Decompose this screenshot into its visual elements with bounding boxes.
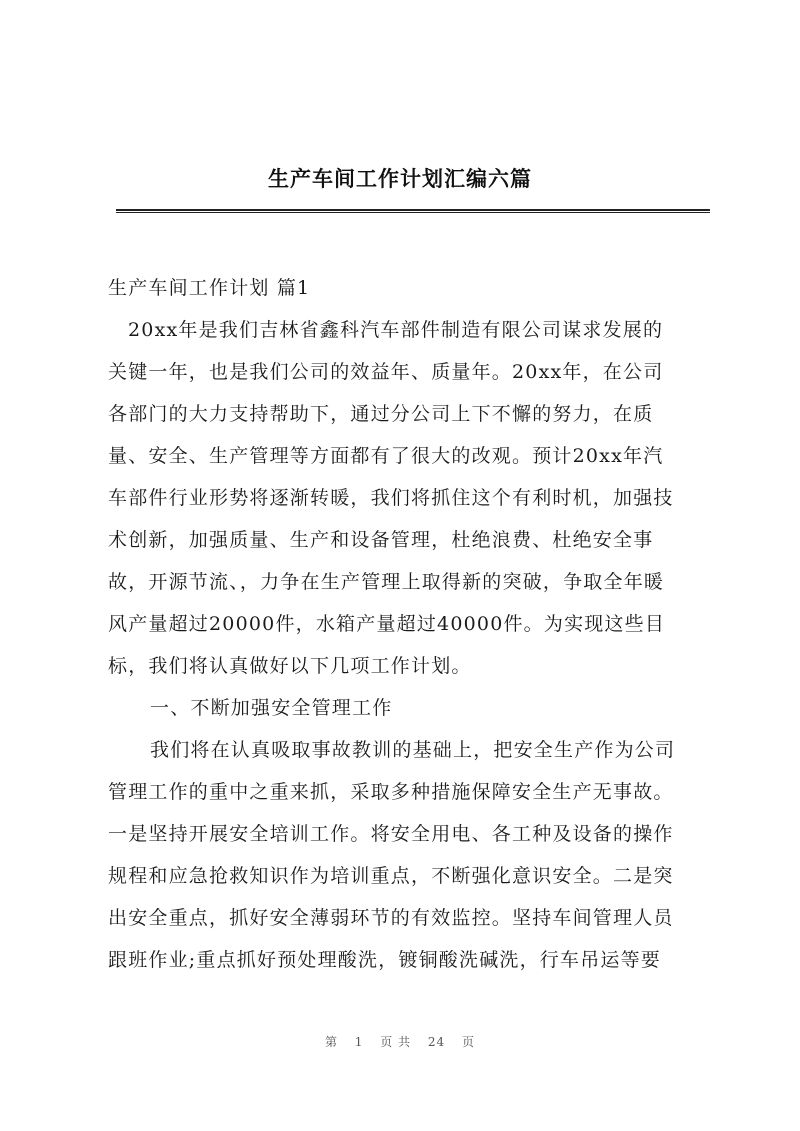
footer-label-pages: 页: [462, 1035, 476, 1049]
paragraph-line: 跟班作业;重点抓好预处理酸洗，镀铜酸洗碱洗，行车吊运等要: [108, 949, 662, 971]
footer-label-of: 页 共: [380, 1035, 412, 1049]
paragraph-line: 标，我们将认真做好以下几项工作计划。: [108, 655, 472, 677]
paragraph-line: 车部件行业形势将逐渐转暖，我们将抓住这个有利时机，加强技: [108, 487, 674, 509]
paragraph-line: 出安全重点，抓好安全薄弱环节的有效监控。坚持车间管理人员: [108, 907, 674, 929]
document-title: 生产车间工作计划汇编六篇: [268, 166, 532, 191]
footer-current-page: 1: [354, 1035, 364, 1049]
title-divider: [116, 209, 710, 213]
page-footer: [0, 1033, 800, 1050]
subsection-heading: 一、不断加强安全管理工作: [150, 697, 393, 719]
paragraph-line: 一是坚持开展安全培训工作。将安全用电、各工种及设备的操作: [108, 823, 674, 845]
paragraph-line: 我们将在认真吸取事故教训的基础上，把安全生产作为公司: [150, 739, 676, 761]
paragraph-line: 术创新，加强质量、生产和设备管理，杜绝浪费、杜绝安全事: [108, 529, 654, 551]
paragraph-line: 20xx年是我们吉林省鑫科汽车部件制造有限公司谋求发展的: [128, 319, 664, 341]
footer-label-page: 第: [324, 1035, 338, 1049]
paragraph-line: 量、安全、生产管理等方面都有了很大的改观。预计20xx年汽: [108, 445, 664, 467]
paragraph-line: 故，开源节流、，力争在生产管理上取得新的突破，争取全年暖: [108, 571, 665, 593]
paragraph-line: 关键一年，也是我们公司的效益年、质量年。20xx年，在公司: [108, 361, 664, 383]
paragraph-line: 各部门的大力支持帮助下，通过分公司上下不懈的努力，在质: [108, 403, 654, 425]
paragraph-line: 管理工作的重中之重来抓，采取多种措施保障安全生产无事故。: [108, 781, 674, 803]
paragraph-line: 风产量超过20000件，水箱产量超过40000件。为实现这些目: [108, 613, 666, 635]
footer-total-pages: 24: [427, 1035, 446, 1049]
paragraph-line: 规程和应急抢救知识作为培训重点，不断强化意识安全。二是突: [108, 865, 674, 887]
section-heading: 生产车间工作计划 篇1: [108, 277, 311, 299]
